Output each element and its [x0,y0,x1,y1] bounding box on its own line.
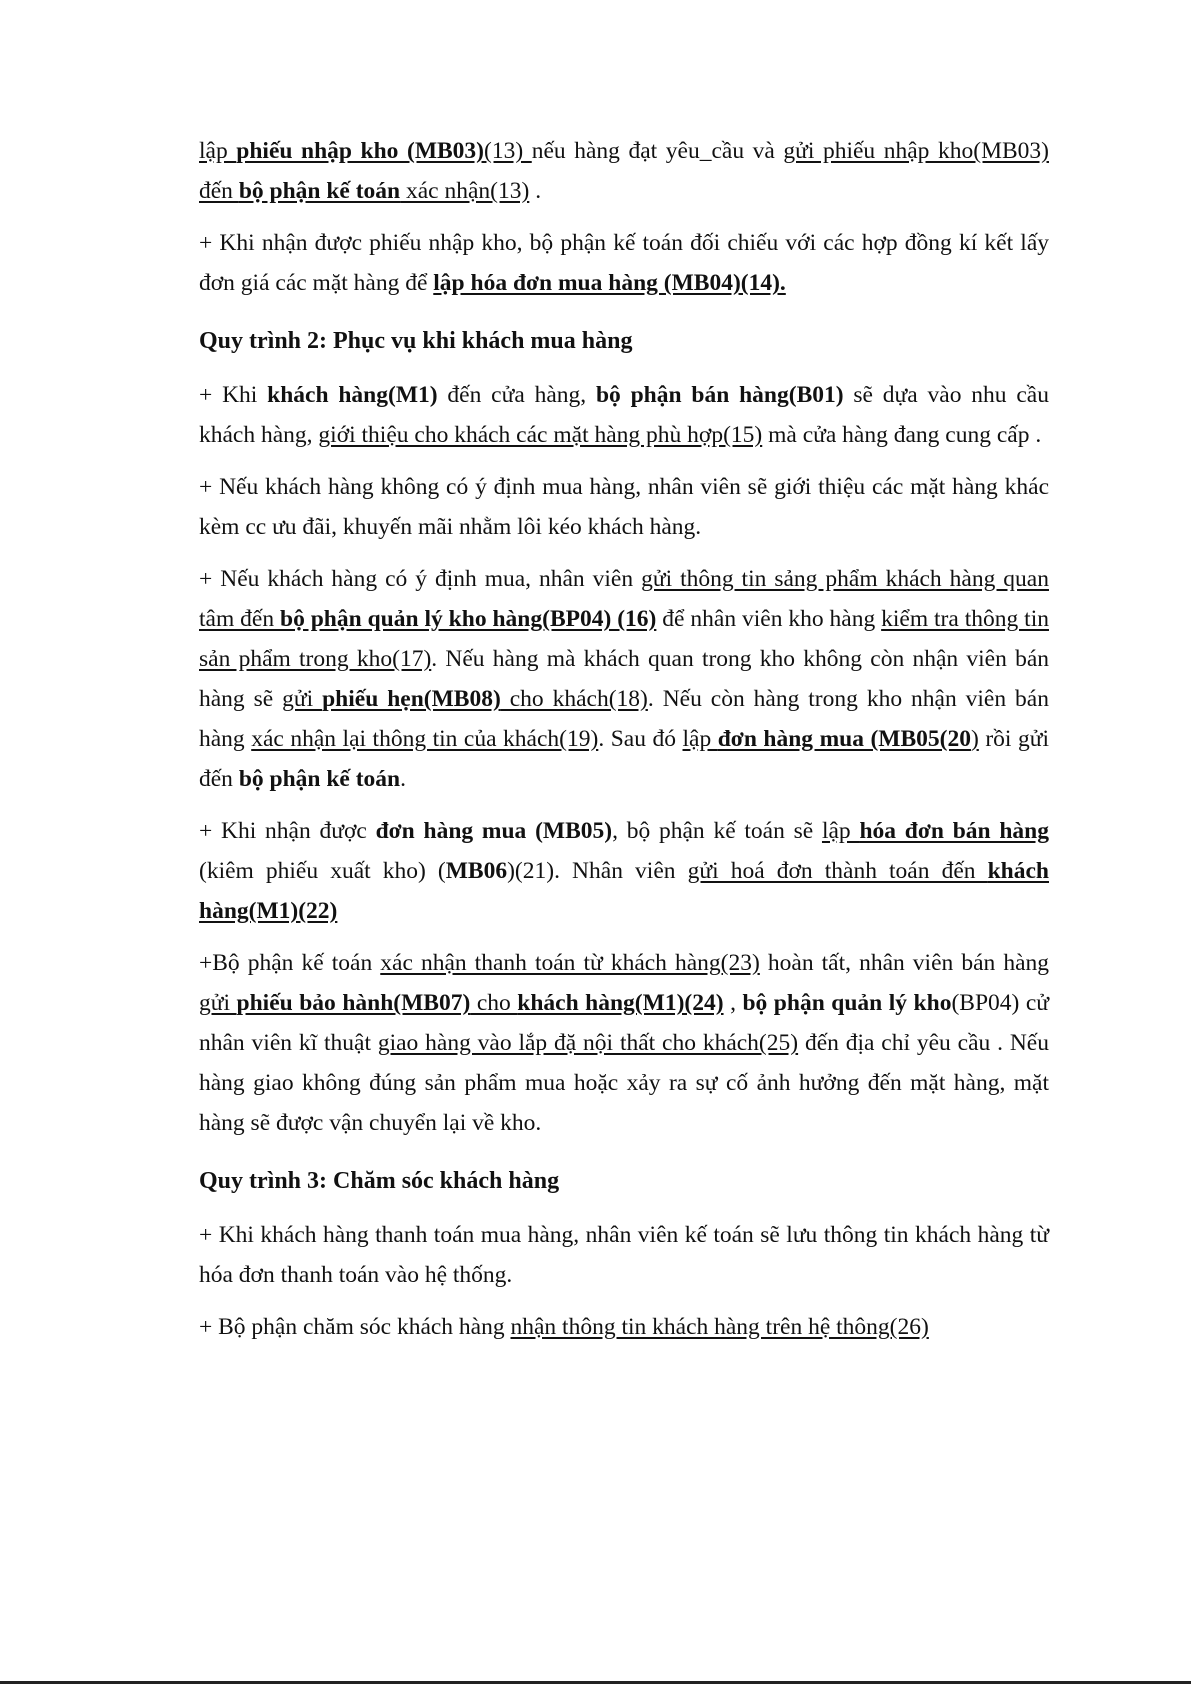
text-span: nếu hàng đạt yêu_cầu và [531,138,784,164]
paragraph-sales-invoice [199,811,1049,931]
text-span: , [723,990,743,1016]
text-span: +Bộ phận kế toán [199,950,381,976]
text-span: xác nhận(13) [400,178,530,204]
term-khach-hang: khách hàng(M1)(24) [517,990,724,1016]
term-khach-hang: khách hàng(M1) [267,382,438,408]
paragraph-purchase-invoice [199,223,1049,303]
section-heading-process-2: Quy trình 2: Phục vụ khi khách mua hàng [199,328,633,354]
text-span: lập [821,818,860,844]
text-span: ) [971,726,979,752]
text-span: gửi [199,990,237,1016]
text-span: đến địa chỉ yêu cầu . Nếu hàng giao không đúng sản phẩm mua hoặc xảy ra sự cố ảnh hưởng đến mặt hàng, mặt hàng sẽ được vận chuyển lại về kho. [199,1030,1049,1136]
term-don-hang-mua: đơn hàng mua (MB05(20 [717,726,971,752]
text-span: gửi [282,686,323,712]
paragraph-customer-care [199,1307,1049,1347]
text-span: xác nhận thanh toán từ khách hàng(23) [380,950,760,976]
text-span: xác nhận lại thông tin của khách(19) [251,726,599,752]
text-span: gửi thông tin sảng phẩm khách hàng quan tâm đến [199,566,1049,632]
text-span: để nhân viên kho hàng [656,606,882,632]
paragraph-import-receipt [199,131,1049,211]
text-span: + Khi nhận được phiếu nhập kho, bộ phận kế toán đối chiếu với các hợp đồng kí kết lấy đơn giá các mặt hàng để [199,230,1049,296]
page-bottom-divider [0,1681,1191,1684]
term-phieu-nhap-kho: phiếu nhập kho (MB03) [236,138,485,164]
term-bo-phan-ban-hang: bộ phận bán hàng(B01) [595,382,844,408]
text-span: + Khi nhận được [199,818,376,844]
text-span: nhận thông tin khách hàng trên hệ thông(26) [510,1314,929,1340]
text-span: , bộ phận kế toán sẽ [612,818,822,844]
text-span: cho khách(18) [500,686,648,712]
paragraph-customer-arrives [199,375,1049,455]
term-bo-phan-quan-ly-kho: bộ phận quản lý kho hàng(BP04) (16) [280,606,657,632]
term-mb06: MB06 [445,858,508,884]
text-span: kiểm tra thông tin sản phẩm trong kho(17) [199,606,1049,672]
term-hoa-don-ban-hang: hóa đơn bán hàng [859,818,1049,844]
term-phieu-hen: phiếu hẹn(MB08) [322,686,501,712]
text-span: . Nếu còn hàng trong kho nhận viên bán hàng [199,686,1049,752]
text-span: . Nếu hàng mà khách quan trong kho không còn nhận viên bán hàng sẽ [199,646,1049,712]
text-span: đến cửa hàng, [437,382,596,408]
text-span: + Khi [199,382,268,408]
text-span: (kiêm phiếu xuất kho) ( [199,858,446,884]
paragraph-no-purchase-intent: + Nếu khách hàng không có ý định mua hàng, nhân viên sẽ giới thiệu các mặt hàng khác kèm cc ưu đãi, khuyến mãi nhằm lôi kéo khách hàng. [199,474,1049,540]
text-span: cho [470,990,518,1016]
text-span: giao hàng vào lắp đặ nội thất cho khách(25) [377,1030,799,1056]
text-span: . Sau đó [598,726,683,752]
text-span: giới thiệu cho khách các mặt hàng phù hợp(15) [318,422,763,448]
term-bo-phan-quan-ly-kho: bộ phận quản lý kho [742,990,952,1016]
text-span: sẽ dựa vào nhu cầu khách hàng, [199,382,1049,448]
section-heading-process-3: Quy trình 3: Chăm sóc khách hàng [199,1168,560,1194]
text-span: + Nếu khách hàng có ý định mua, nhân viên [199,566,642,592]
text-span: )(21). Nhân viên [507,858,688,884]
paragraph-save-customer-info: + Khi khách hàng thanh toán mua hàng, nhân viên kế toán sẽ lưu thông tin khách hàng từ hóa đơn thanh toán vào hệ thống. [199,1222,1049,1288]
text-span: gửi phiếu nhập kho(MB03) đến [199,138,1049,204]
paragraph-payment-delivery [199,943,1049,1143]
term-phieu-bao-hanh: phiếu bảo hành(MB07) [236,990,471,1016]
paragraph-purchase-intent [199,559,1049,799]
text-span: mà cửa hàng đang cung cấp . [762,422,1042,448]
text-span: rồi gửi đến [199,726,1049,792]
text-span: . [529,178,542,204]
text-span: gửi hoá đơn thành toán đến [687,858,988,884]
document-page [199,131,1049,1359]
text-span: lập [199,138,237,164]
text-span: (13) [484,138,532,164]
term-bo-phan-ke-toan: bộ phận kế toán [238,178,401,204]
term-bo-phan-ke-toan: bộ phận kế toán [238,766,401,792]
text-span: . [400,766,406,792]
text-span: lập [682,726,718,752]
term-don-hang-mua: đơn hàng mua (MB05) [375,818,613,844]
term-khach-hang: khách hàng(M1)(22) [199,858,1049,924]
text-span: hoàn tất, nhân viên bán hàng [759,950,1050,976]
term-hoa-don-mua-hang: lập hóa đơn mua hàng (MB04)(14). [433,270,786,296]
text-span: (BP04) cử nhân viên kĩ thuật [199,990,1050,1056]
text-span: + Bộ phận chăm sóc khách hàng [199,1314,511,1340]
